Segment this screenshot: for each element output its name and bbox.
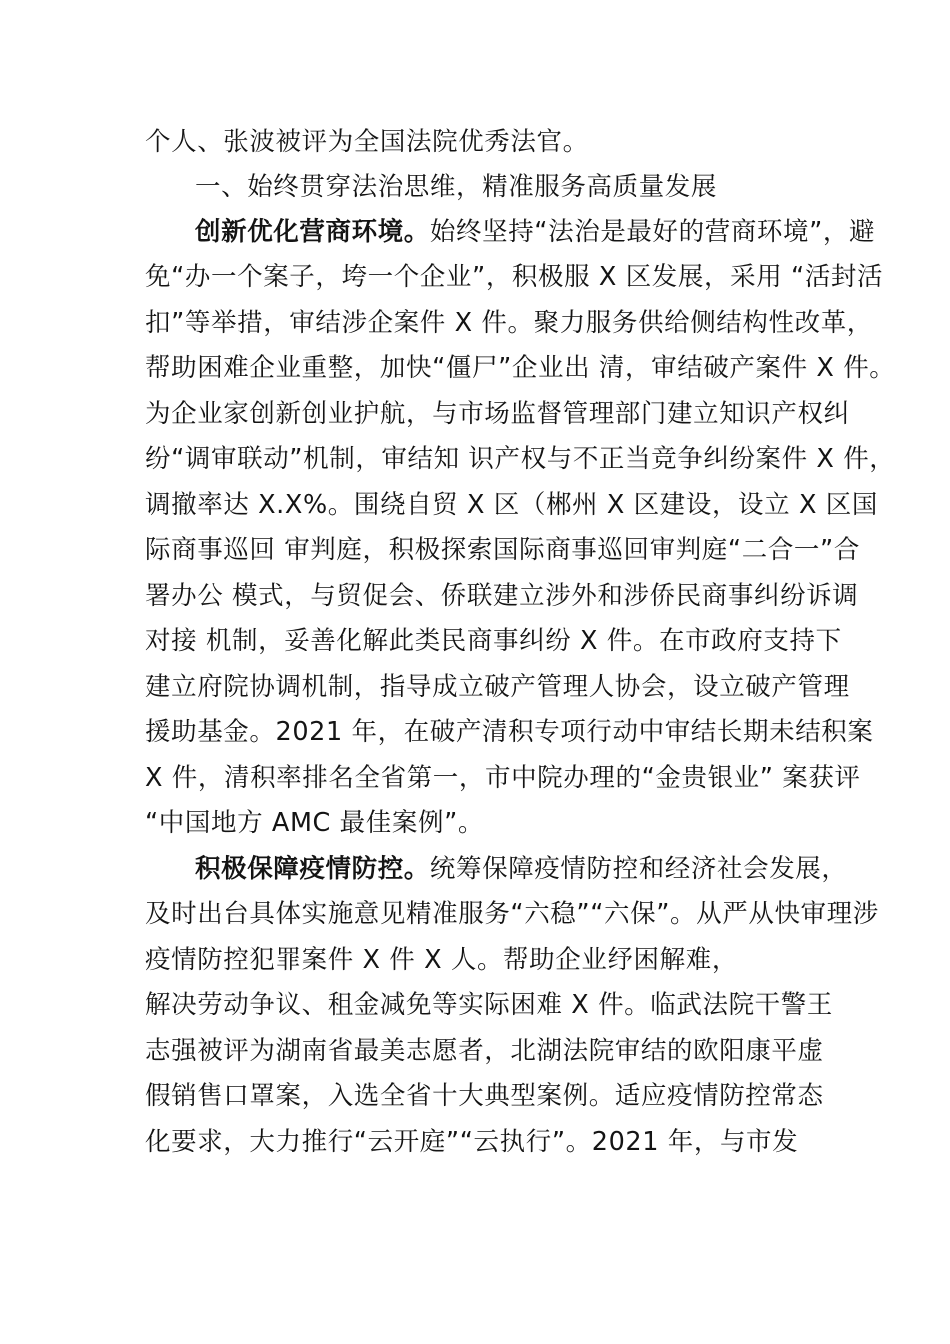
paragraph-line: [195, 217, 875, 247]
paragraph-line: 对接 机制，妥善化解此类民商事纠纷 X 件。在市政府支持下: [145, 626, 842, 656]
paragraph-text: 统筹保障疫情防控和经济社会发展，: [429, 854, 848, 884]
paragraph-line: 帮助困难企业重整，加快“僵尸”企业出 清，审结破产案件 X 件。: [145, 353, 896, 383]
paragraph-line: [195, 854, 848, 884]
section-heading: 一、始终贯穿法治思维，精准服务高质量发展: [195, 172, 718, 202]
paragraph-line: 解决劳动争议、租金减免等实际困难 X 件。临武法院干警王: [145, 990, 833, 1020]
paragraph-line: 扣”等举措，审结涉企案件 X 件。聚力服务供给侧结构性改革，: [145, 308, 873, 338]
paragraph-line: 个人、张波被评为全国法院优秀法官。: [145, 127, 589, 157]
paragraph-lead-bold: 创新优化营商环境。: [195, 217, 430, 247]
paragraph-line: 及时出台具体实施意见精准服务“六稳”“六保”。从严从快审理涉: [145, 899, 879, 929]
paragraph-line: 援助基金。2021 年，在破产清积专项行动中审结长期未结积案: [145, 717, 874, 747]
paragraph-line: 假销售口罩案，入选全省十大典型案例。适应疫情防控常态: [145, 1081, 824, 1111]
paragraph-line: 为企业家创新创业护航，与市场监督管理部门建立知识产权纠: [145, 399, 850, 429]
paragraph-text: 始终坚持“法治是最好的营商环境”，避: [429, 217, 876, 247]
paragraph-line: 疫情防控犯罪案件 X 件 X 人。帮助企业纾困解难，: [145, 945, 738, 975]
paragraph-line: 署办公 模式，与贸促会、侨联建立涉外和涉侨民商事纠纷诉调: [145, 581, 859, 611]
paragraph-line: 纷“调审联动”机制，审结知 识产权与不正当竞争纠纷案件 X 件，: [145, 444, 896, 474]
paragraph-line: 免“办一个案子，垮一个企业”，积极服 X 区发展，采用 “活封活: [145, 262, 884, 292]
paragraph-line: X 件，清积率排名全省第一，市中院办理的“金贵银业” 案获评: [145, 763, 861, 793]
paragraph-line: 际商事巡回 审判庭，积极探索国际商事巡回审判庭“二合一”合: [145, 535, 860, 565]
paragraph-lead-bold: 积极保障疫情防控。: [195, 854, 430, 884]
paragraph-line: 化要求，大力推行“云开庭”“云执行”。2021 年，与市发: [145, 1127, 799, 1157]
paragraph-line: 志强被评为湖南省最美志愿者，北湖法院审结的欧阳康平虚: [145, 1036, 824, 1066]
paragraph-line: 建立府院协调机制，指导成立破产管理人协会，设立破产管理: [145, 672, 850, 702]
paragraph-line: “中国地方 AMC 最佳案例”。: [145, 808, 484, 838]
paragraph-line: 调撤率达 X.X%。围绕自贸 X 区（郴州 X 区建设，设立 X 区国: [145, 490, 878, 520]
